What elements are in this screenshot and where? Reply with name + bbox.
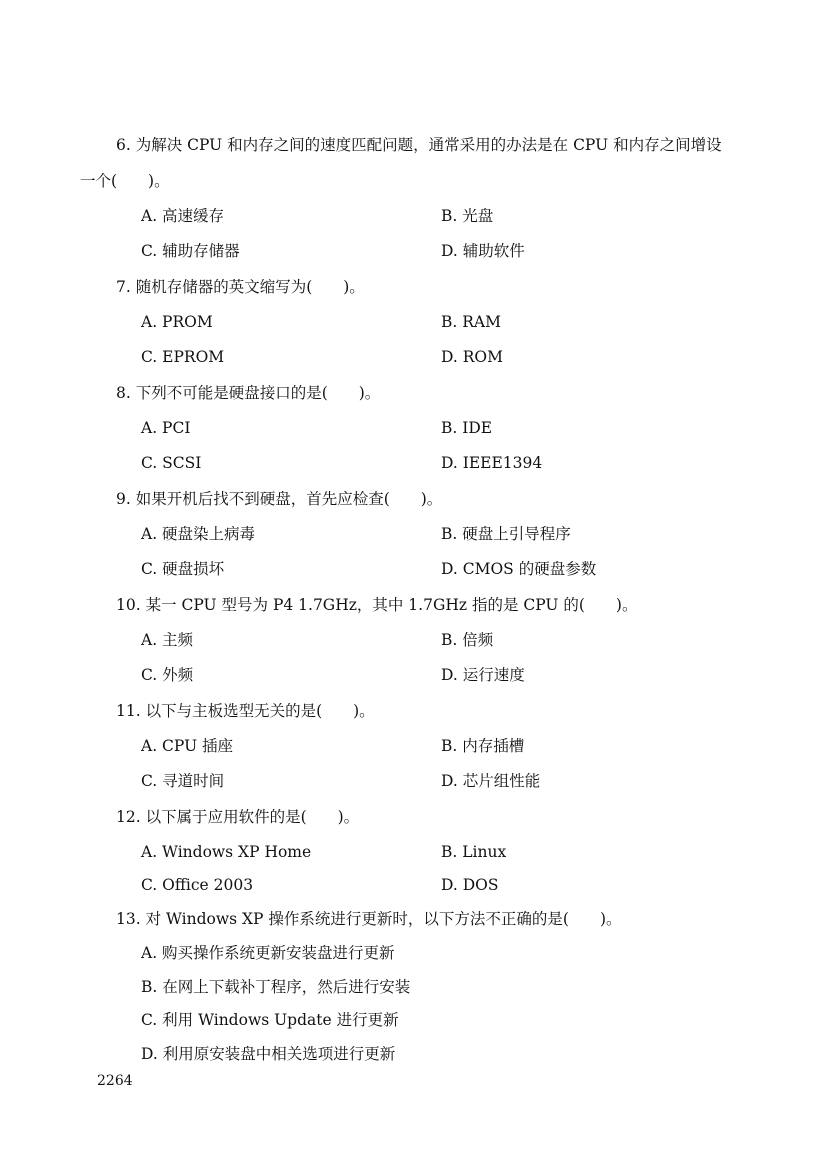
question-8-option-d: D. IEEE1394: [441, 454, 543, 472]
question-12-option-d: D. DOS: [441, 876, 499, 894]
question-11-option-b: B. 内存插槽: [441, 737, 525, 755]
page-number: 2264: [97, 1073, 133, 1089]
question-10-stem: 10. 某一 CPU 型号为 P4 1.7GHz，其中 1.7GHz 指的是 CPU 的( )。: [116, 596, 638, 614]
question-6-option-d: D. 辅助软件: [441, 242, 525, 260]
question-13-option-a: A. 购买操作系统更新安装盘进行更新: [141, 944, 395, 962]
question-10-option-b: B. 倍频: [441, 631, 494, 649]
question-6-stem-continued: 一个( )。: [80, 172, 170, 190]
question-7-option-c: C. EPROM: [141, 348, 225, 366]
question-7-option-a: A. PROM: [141, 313, 213, 331]
question-13-option-b: B. 在网上下载补丁程序，然后进行安装: [141, 978, 411, 996]
question-7-option-b: B. RAM: [441, 313, 501, 331]
question-10-option-d: D. 运行速度: [441, 666, 525, 684]
question-6-stem: 6. 为解决 CPU 和内存之间的速度匹配问题，通常采用的办法是在 CPU 和内存之间增设: [116, 136, 722, 154]
question-8-option-c: C. SCSI: [141, 454, 202, 472]
question-10-option-c: C. 外频: [141, 666, 194, 684]
question-9-option-b: B. 硬盘上引导程序: [441, 525, 571, 543]
question-12-option-b: B. Linux: [441, 843, 507, 861]
question-8-option-a: A. PCI: [141, 419, 191, 437]
question-8-option-b: B. IDE: [441, 419, 493, 437]
question-7-stem: 7. 随机存储器的英文缩写为( )。: [116, 278, 365, 296]
question-6-option-b: B. 光盘: [441, 207, 494, 225]
question-11-option-c: C. 寻道时间: [141, 772, 225, 790]
question-9-option-c: C. 硬盘损坏: [141, 560, 225, 578]
question-7-option-d: D. ROM: [441, 348, 503, 366]
question-12-option-c: C. Office 2003: [141, 876, 254, 894]
question-8-stem: 8. 下列不可能是硬盘接口的是( )。: [116, 384, 381, 402]
question-13-option-c: C. 利用 Windows Update 进行更新: [141, 1011, 399, 1029]
question-10-option-a: A. 主频: [141, 631, 194, 649]
question-11-option-a: A. CPU 插座: [141, 737, 234, 755]
question-11-option-d: D. 芯片组性能: [441, 772, 541, 790]
question-6-option-a: A. 高速缓存: [141, 207, 225, 225]
question-9-option-d: D. CMOS 的硬盘参数: [441, 560, 597, 578]
question-12-option-a: A. Windows XP Home: [141, 843, 312, 861]
question-9-stem: 9. 如果开机后找不到硬盘，首先应检查( )。: [116, 490, 443, 508]
question-11-stem: 11. 以下与主板选型无关的是( )。: [116, 702, 375, 720]
question-13-option-d: D. 利用原安装盘中相关选项进行更新: [141, 1045, 396, 1063]
question-13-stem: 13. 对 Windows XP 操作系统进行更新时，以下方法不正确的是( )。: [116, 910, 622, 928]
question-12-stem: 12. 以下属于应用软件的是( )。: [116, 808, 360, 826]
question-9-option-a: A. 硬盘染上病毒: [141, 525, 256, 543]
question-6-option-c: C. 辅助存储器: [141, 242, 240, 260]
